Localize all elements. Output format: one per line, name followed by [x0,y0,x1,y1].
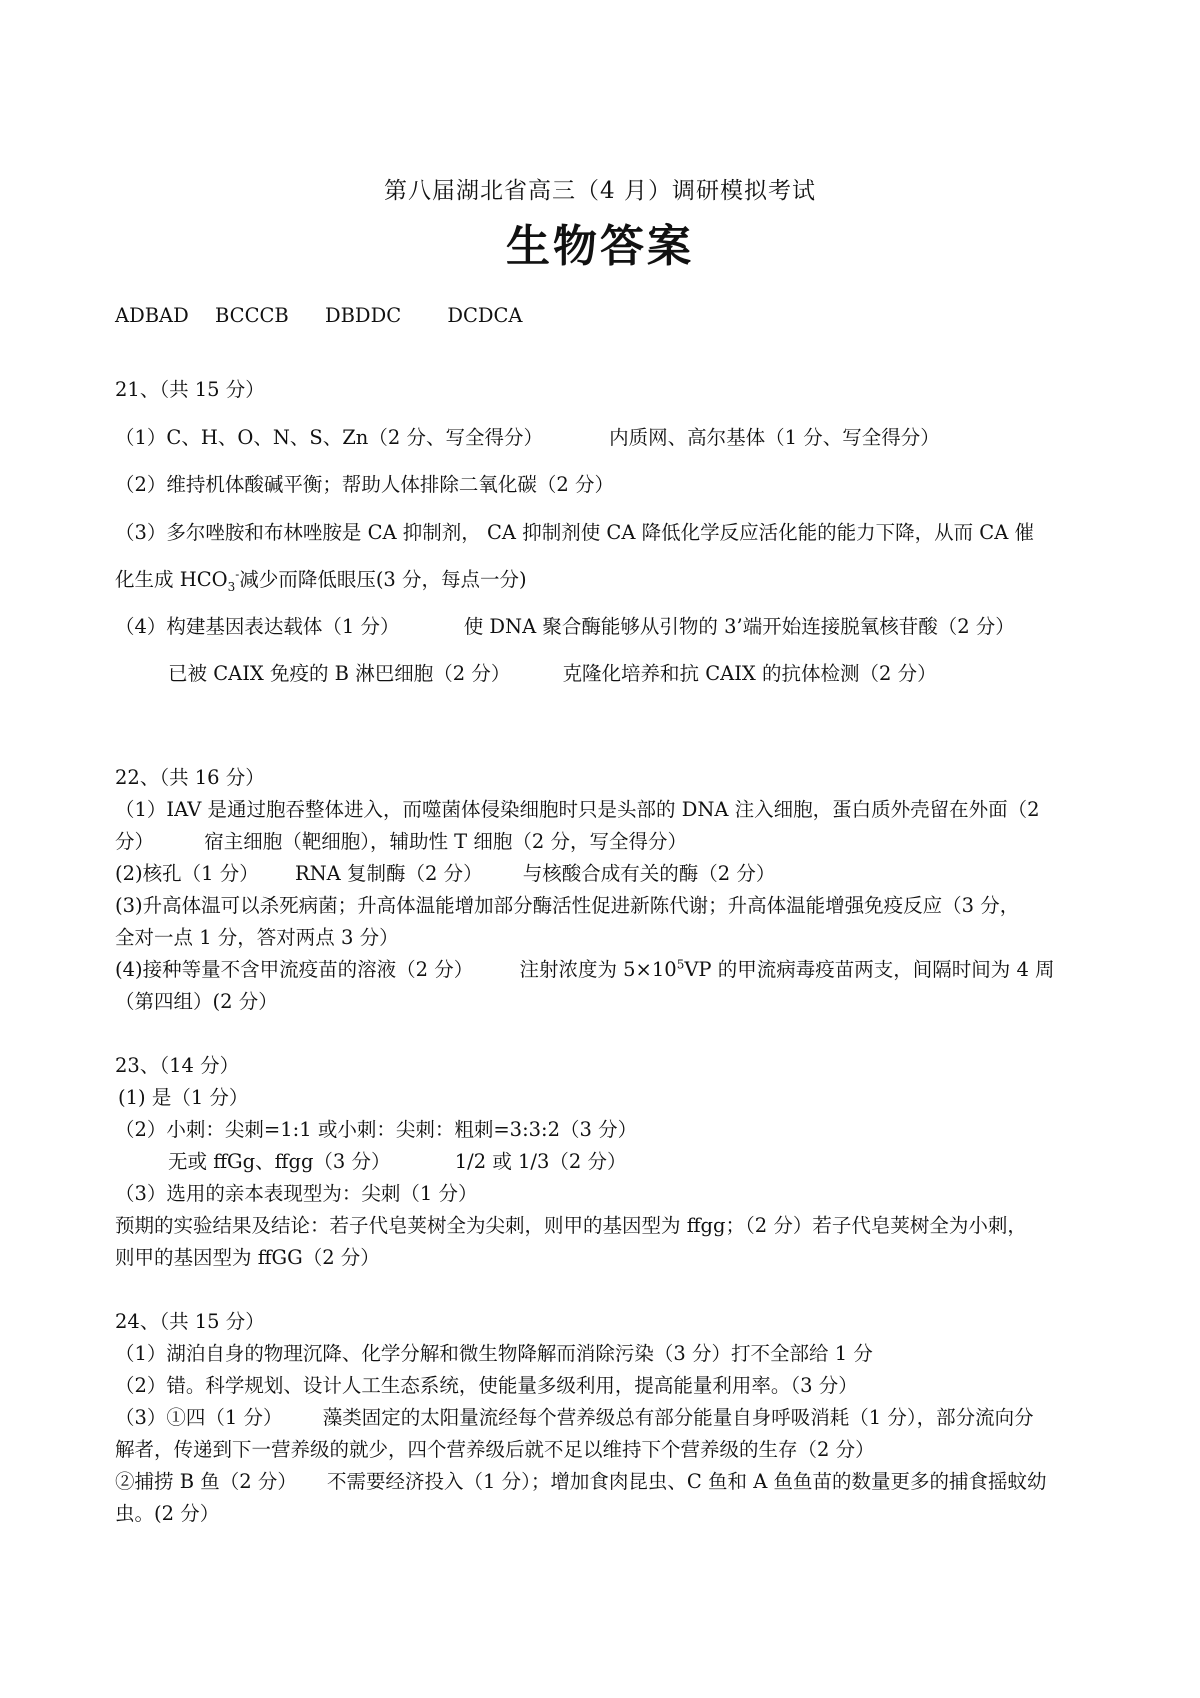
page-heading: 生物答案 [506,221,694,272]
q21-part4-d: 克隆化培养和抗 CAIX 的抗体检测（2 分） [562,662,937,685]
q22-part2-a: (2)核孔（1 分） [115,862,259,885]
q22-part4-line1 [115,954,1200,982]
q22-title: 22、（共 16 分） [115,766,265,789]
q21-part1 [115,422,1200,450]
q24-part3-line1 [115,1402,1200,1430]
q24-part4-b: 不需要经济投入（1 分）；增加食肉昆虫、C 鱼和 A 鱼鱼苗的数量更多的捕食摇蚊幼 [327,1470,1047,1493]
q23-part2-b: 1/2 或 1/3（2 分） [454,1150,627,1173]
q23-part2: （2）小刺：尖刺=1:1 或小刺：尖刺：粗刺=3:3:2（3 分） [115,1118,638,1141]
q21-part4-line2 [168,658,1200,686]
q23-part2-line2 [168,1146,1200,1174]
q23-part3-line2: 预期的实验结果及结论：若子代皂荚树全为尖刺，则甲的基因型为 ffgg；（2 分）若子代皂荚树全为小刺， [115,1214,1027,1237]
q23-title: 23、（14 分） [115,1054,240,1077]
q22-part2-c: 与核酸合成有关的酶（2 分） [522,862,776,885]
q24-part3-a: （3）①四（1 分） [115,1406,283,1429]
q21-part4-c: 已被 CAIX 免疫的 B 淋巴细胞（2 分） [168,662,511,685]
q22-part4-b1: 注射浓度为 5×10 [519,958,677,981]
q24-part4-line2: 虫。(2 分） [115,1502,220,1525]
q24-part4-a: ②捕捞 B 鱼（2 分） [115,1470,297,1493]
choice-group-1: ADBAD [115,304,189,327]
choice-group-4: DCDCA [447,304,523,327]
q21-part2: （2）维持机体酸碱平衡；帮助人体排除二氧化碳（2 分） [115,473,615,496]
q24-part3-line2: 解者，传递到下一营养级的就少，四个营养级后就不足以维持下个营养级的生存（2 分） [115,1438,875,1461]
q22-part2-b: RNA 复制酶（2 分） [294,862,483,885]
q22-part1-line1: （1）IAV 是通过胞吞整体进入，而噬菌体侵染细胞时只是头部的 DNA 注入细胞，蛋白质外壳留在外面（2 [115,798,1040,821]
q24-part3-b: 藻类固定的太阳量流经每个营养级总有部分能量自身呼吸消耗（1 分），部分流向分 [322,1406,1034,1429]
q22-part1-a: 分） [115,830,155,853]
q21-part1-a: （1）C、H、O、N、S、Zn（2 分、写全得分） [115,426,543,449]
q23-part2-a: 无或 ffGg、ffgg（3 分） [168,1150,391,1173]
q21-part3-line2 [115,564,1200,592]
exam-title: 第八届湖北省高三（4 月）调研模拟考试 [384,178,816,204]
q21-title: 21、（共 15 分） [115,378,265,401]
q22-part2 [115,858,1200,886]
q22-part4-b2: VP 的甲流病毒疫苗两支，间隔时间为 4 周 [684,958,1055,981]
choice-group-2: BCCCB [214,304,289,327]
q21-part3-rest: 减少而降低眼压(3 分，每点一分) [239,568,527,591]
q21-part3-superscript: - [235,567,240,582]
q21-part4-a: （4）构建基因表达载体（1 分） [115,615,400,638]
q21-part3-formula: 化生成 HCO [115,568,228,591]
q22-part3-line2: 全对一点 1 分，答对两点 3 分） [115,926,399,949]
q21-part3-subscript: 3 [227,579,236,594]
choice-answers [115,304,1200,327]
q22-part4-a: (4)接种等量不含甲流疫苗的溶液（2 分） [115,958,474,981]
q24-part1: （1）湖泊自身的物理沉降、化学分解和微生物降解而消除污染（3 分）打不全部给 1 分 [115,1342,873,1365]
q24-part2: （2）错。科学规划、设计人工生态系统，使能量多级利用，提高能量利用率。（3 分） [115,1374,858,1397]
q24-title: 24、（共 15 分） [115,1310,265,1333]
q22-part3-line1: (3)升高体温可以杀死病菌；升高体温能增加部分酶活性促进新陈代谢；升高体温能增强免疫反应（3 分， [115,894,1020,917]
q24-part4-line1 [115,1466,1200,1494]
choice-group-3: DBDDC [324,304,402,327]
q22-part4-superscript: 5 [676,957,685,972]
q22-part1-b: 宿主细胞（靶细胞），辅助性 T 细胞（2 分，写全得分） [204,830,687,853]
q22-part4-line2: （第四组）(2 分） [115,990,278,1013]
q22-part1-line2 [115,826,1200,854]
q23-part3: （3）选用的亲本表现型为：尖刺（1 分） [115,1182,478,1205]
q23-part3-line3: 则甲的基因型为 ffGG（2 分） [115,1246,380,1269]
q21-part1-b: 内质网、高尔基体（1 分、写全得分） [609,426,940,449]
q21-part3-line1: （3）多尔唑胺和布林唑胺是 CA 抑制剂， CA 抑制剂使 CA 降低化学反应活化能的能力下降，从而 CA 催 [115,521,1035,544]
q23-part1: (1) 是（1 分） [118,1086,249,1109]
q21-part4 [115,611,1200,639]
q21-part4-b: 使 DNA 聚合酶能够从引物的 3’端开始连接脱氧核苷酸（2 分） [463,615,1015,638]
